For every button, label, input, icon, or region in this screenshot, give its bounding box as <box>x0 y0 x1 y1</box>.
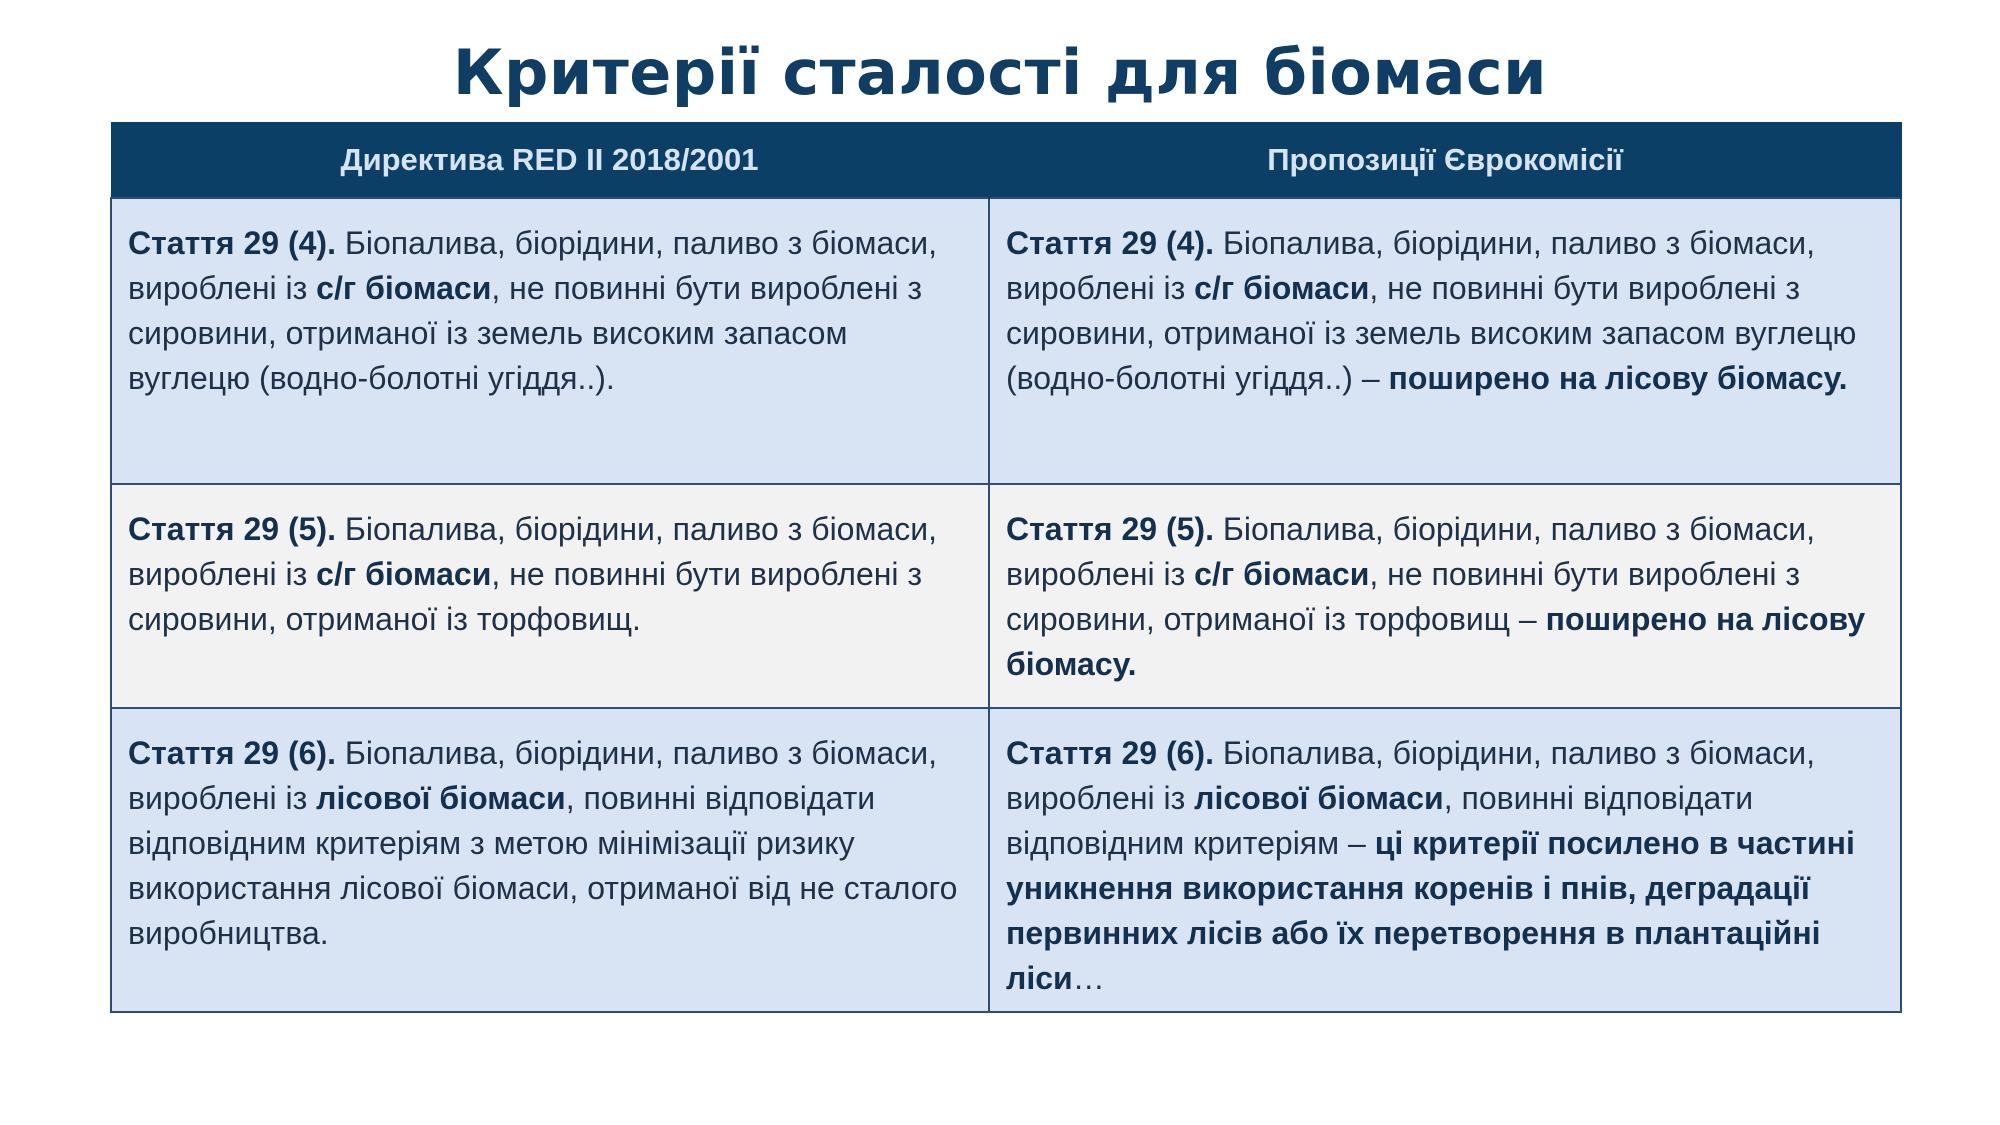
article-ref: Стаття 29 (6). <box>1006 735 1214 771</box>
article-ref: Стаття 29 (4). <box>1006 225 1214 261</box>
cell-ec-art-29-6 <box>989 708 1901 1012</box>
cell-text: , не повинні бути вироблені з сировини, отриманої із торфовищ. <box>128 556 923 637</box>
table-row <box>111 484 1901 708</box>
cell-text: , не повинні бути вироблені з сировини, отриманої із земель високим запасом вуглецю (водно-болотні угіддя..). <box>128 270 923 396</box>
table-row <box>111 708 1901 1012</box>
article-ref: Стаття 29 (5). <box>128 511 336 547</box>
highlight-text: лісової біомаси <box>1194 780 1444 816</box>
slide-title: Критерії сталості для біомаси <box>452 36 1548 109</box>
cell-text: , повинні відповідати відповідним критеріям – <box>1006 780 1754 861</box>
cell-text: Біопалива, біорідини, паливо з біомаси, вироблені із <box>1006 225 1816 306</box>
table-row <box>111 198 1901 484</box>
cell-text: , не повинні бути вироблені з сировини, отриманої із торфовищ – <box>1006 556 1801 637</box>
header-red-ii: Директива RED II 2018/2001 <box>111 122 989 198</box>
highlight-text: поширено на лісову біомасу. <box>1388 360 1848 396</box>
highlight-text: с/г біомаси <box>316 556 492 592</box>
cell-text: , повинні відповідати відповідним критеріям з метою мінімізації ризику використання лісової біомаси, отриманої від не сталого виробництва. <box>128 780 958 951</box>
cell-text: Біопалива, біорідини, паливо з біомаси, вироблені із <box>1006 511 1816 592</box>
cell-text: … <box>1072 960 1105 996</box>
cell-text: Біопалива, біорідини, паливо з біомаси, вироблені із <box>128 511 938 592</box>
cell-red-ii-art-29-4 <box>111 198 989 484</box>
cell-text: Біопалива, біорідини, паливо з біомаси, вироблені із <box>1006 735 1816 816</box>
cell-text: , не повинні бути вироблені з сировини, отриманої із земель високим запасом вуглецю (водно-болотні угіддя..) – <box>1006 270 1857 396</box>
cell-ec-art-29-4 <box>989 198 1901 484</box>
cell-text: Біопалива, біорідини, паливо з біомаси, вироблені із <box>128 225 938 306</box>
comparison-table <box>110 122 1902 1013</box>
article-ref: Стаття 29 (4). <box>128 225 336 261</box>
article-ref: Стаття 29 (5). <box>1006 511 1214 547</box>
cell-red-ii-art-29-5 <box>111 484 989 708</box>
cell-red-ii-art-29-6 <box>111 708 989 1012</box>
header-ec-proposals: Пропозиції Єврокомісії <box>989 122 1901 198</box>
highlight-text: ці критерії посилено в частині уникнення використання коренів і пнів, деградації первинних лісів або їх перетворення в плантаційні ліси <box>1006 825 1855 996</box>
cell-text: Біопалива, біорідини, паливо з біомаси, вироблені із <box>128 735 938 816</box>
table-header-row <box>111 122 1901 198</box>
highlight-text: с/г біомаси <box>1194 556 1370 592</box>
highlight-text: с/г біомаси <box>1194 270 1370 306</box>
highlight-text: лісової біомаси <box>316 780 566 816</box>
highlight-text: с/г біомаси <box>316 270 492 306</box>
article-ref: Стаття 29 (6). <box>128 735 336 771</box>
cell-ec-art-29-5 <box>989 484 1901 708</box>
highlight-text: поширено на лісову біомасу. <box>1006 601 1866 682</box>
